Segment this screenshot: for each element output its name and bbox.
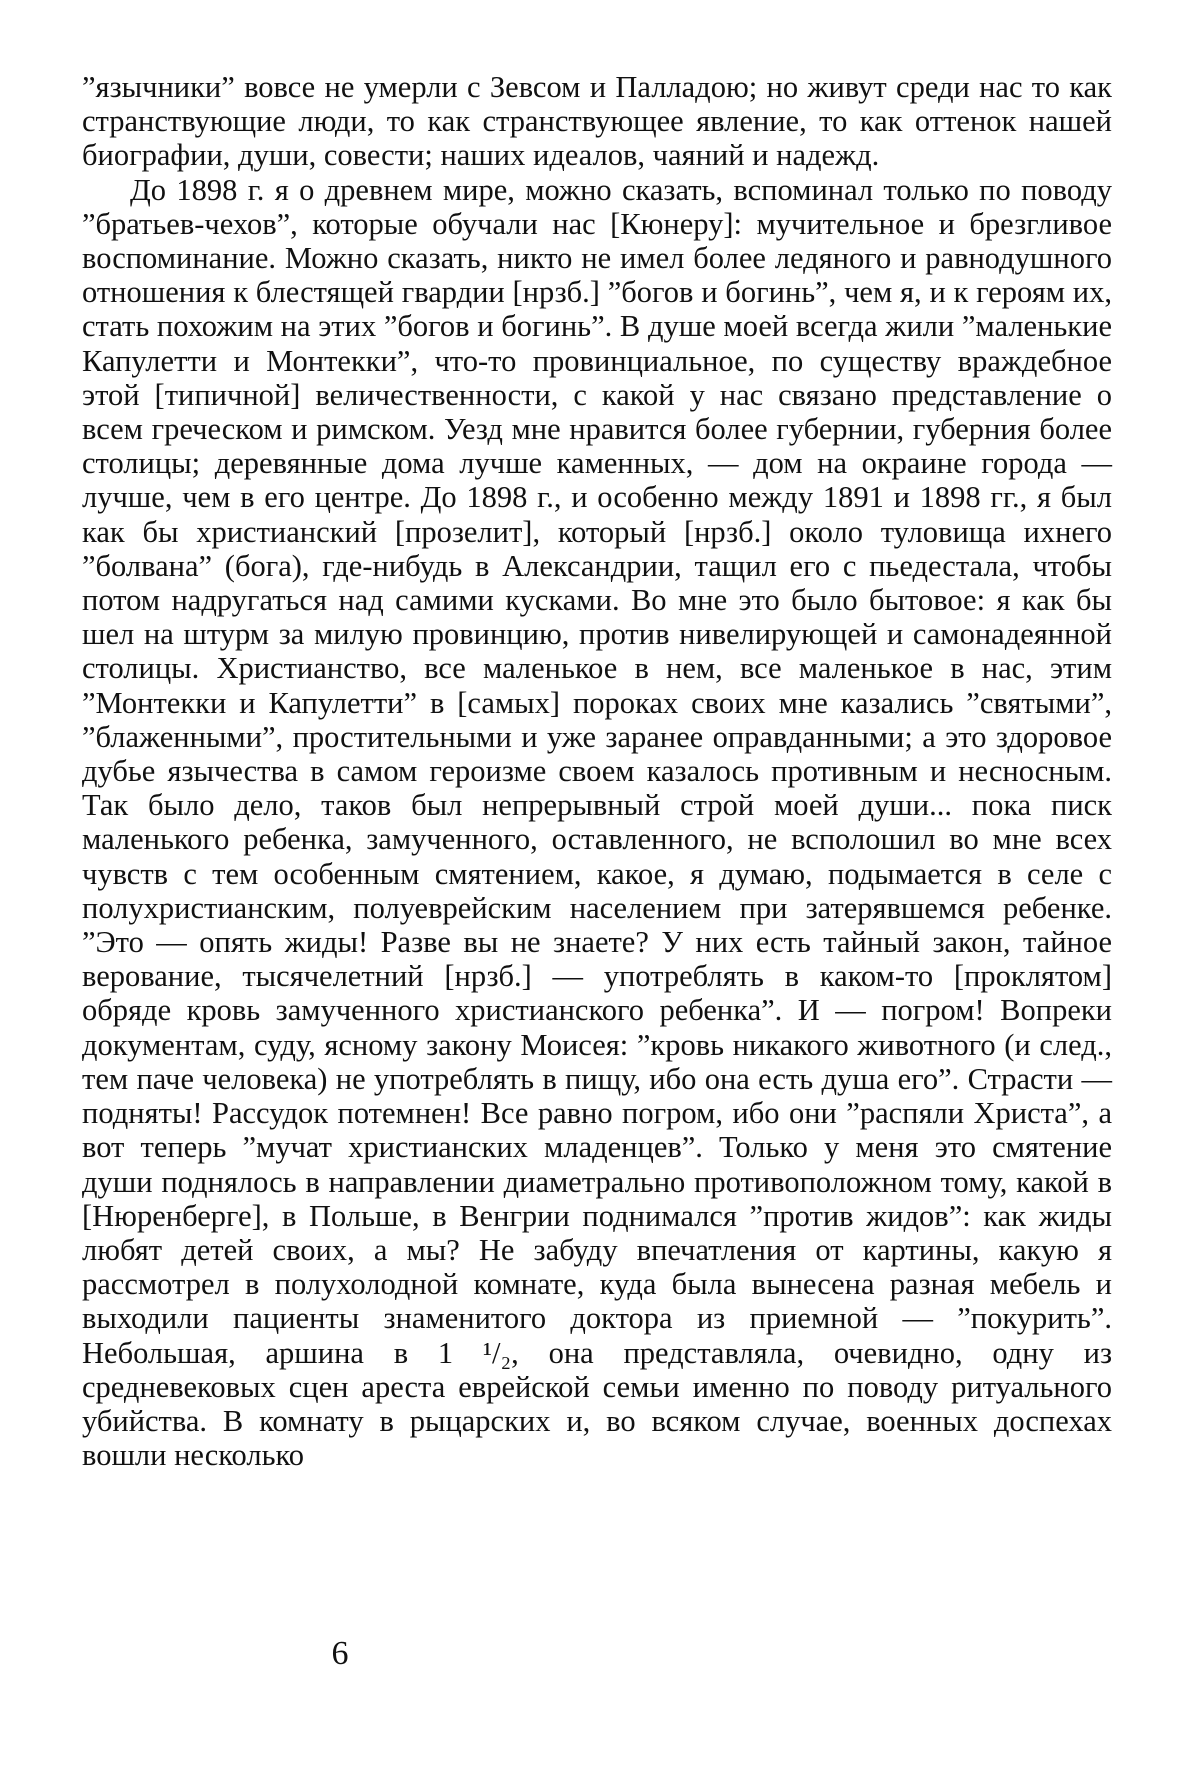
paragraph-1: ”язычники” вовсе не умерли с Зевсом и Палладою; но живут среди нас то как странствующие люди, то как странствующее явление, то как оттенок нашей биографии, души, совести; наших идеалов, чаяний и надежд.	[82, 70, 1112, 173]
paragraph-2: До 1898 г. я о древнем мире, можно сказать, вспоминал только по поводу ”братьев-чехов”, которые обучали нас [Кюнеру]: мучительное и брезгливое воспоминание. Можно сказать, никто не имел более ледяного и равнодушного отношения к блестящей гвардии [нрзб.] ”богов и богинь”, чем я, и к героям их, стать похожим на этих ”богов и богинь”. В душе моей всегда жили ”маленькие Капулетти и Монтекки”, что-то провинциальное, по существу враждебное этой [типичной] величественности, с какой у нас связано представление о всем греческом и римском. Уезд мне нравится более губернии, губерния более столицы; деревянные дома лучше каменных, — дом на окраине города — лучше, чем в его центре. До 1898 г., и особенно между 1891 и 1898 гг., я был как бы христианский [прозелит], который [нрзб.] около туловища ихнего ”болвана” (бога), где-нибудь в Александрии, тащил его с пьедестала, чтобы потом надругаться над самими кусками. Во мне это было бытовое: я как бы шел на штурм за милую провинцию, против нивелирующей и самонадеянной столицы. Христианство, все маленькое в нем, все маленькое в нас, этим ”Монтекки и Капулетти” в [самых] пороках своих мне казались ”святыми”, ”блаженными”, простительными и уже заранее оправданными; а это здоровое дубье язычества в самом героизме своем казалось противным и несносным. Так было дело, таков был непрерывный строй моей души... пока писк маленького ребенка, замученного, оставленного, не всполошил во мне всех чувств с тем особенным смятением, какое, я думаю, подымается в селе с полухристианским, полуеврейским населением при затерявшемся ребенке. ”Это — опять жиды! Разве вы не знаете? У них есть тайный закон, тайное верование, тысячелетний [нрзб.] — употреблять в каком-то [проклятом] обряде кровь замученного христианского ребенка”. И — погром! Вопреки документам, суду, ясному закону Моисея: ”кровь никакого животного (и след., тем паче человека) не употреблять в пищу, ибо она есть душа его”. Страсти — подняты! Рассудок потемнен! Все равно погром, ибо они ”распяли Христа”, а вот теперь ”мучат христианских младенцев”. Только у меня это смятение души поднялось в направлении диаметрально противоположном тому, какой в [Нюренберге], в Польше, в Венгрии поднимался ”против жидов”: как жиды любят детей своих, а мы? Не забуду впечатления от картины, какую я рассмотрел в полухолодной комнате, куда была вынесена разная мебель и выходили пациенты знаменитого доктора из приемной — ”покурить”. Небольшая, аршина в 1 ¹/₂, она представляла, очевидно, одну из средневековых сцен ареста еврейской семьи именно по поводу ритуального убийства. В комнату в рыцарских и, во всяком случае, военных доспехах вошли несколько	[82, 172, 1112, 1473]
page-text-block	[82, 70, 1112, 1472]
page-number: 6	[331, 1635, 349, 1672]
